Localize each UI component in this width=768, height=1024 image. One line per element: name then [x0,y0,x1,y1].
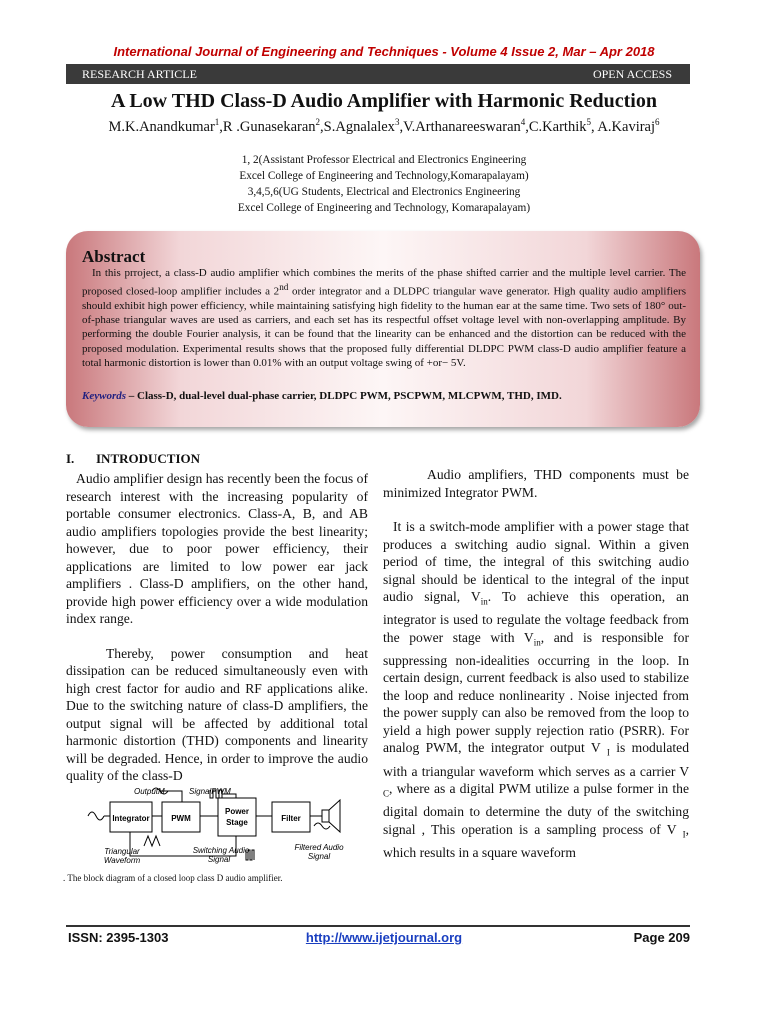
keywords-label: Keywords [82,390,126,402]
abstract-sup: nd [279,282,289,293]
footer-rule [66,925,690,927]
journal-header: International Journal of Engineering and Techniques - Volume 4 Issue 2, Mar – Apr 2018 [113,44,655,59]
power-stage-block [218,798,256,836]
text-run: It is a switch-mode amplifier with a power stage that produces a switching audio signal. Within a given period of time, the integral of this switching audio signal should be identical to the integral of the input audio signal, V [383,519,689,604]
filtered-sine [314,823,330,829]
abstract-text [82,266,686,370]
power-stage-label-2: Stage [226,818,248,827]
pwm-label: PWM [171,814,191,823]
filter-label: Filter [281,814,301,823]
subscript: I [682,829,686,840]
subscript: in [533,637,541,648]
subscript: I [606,748,610,759]
affiliation-line: Excel College of Engineering and Technology,Komarapalayam) [239,170,529,182]
input-sine [88,812,104,820]
author-list [0,117,768,136]
author-sup: 6 [655,117,660,127]
subscript: C [383,788,390,799]
author-sup: 4 [520,117,526,127]
research-article-label: RESEARCH ARTICLE [82,67,197,81]
keywords-list: – Class-D, dual-level dual-phase carrier, DLDPC PWM, PSCPWM, MLCPWM, THD, IMD. [126,390,562,402]
author-name: ,S.Agnalalex [320,118,395,135]
filtered-label-2: Signal [307,852,331,861]
paragraph [383,518,689,862]
abstract-part: order integrator and a DLDPC triangular wave generator. High quality audio amplifiers should exhibit high power efficiency, while maintaining satisfying high fidelity to the human ear at the same time. Two sets of 180° out-of-phase triangular waves are used as carriers, and each set has its respectful offset voltage level with non-overlapping amplitude. By performing the double Fourier analysis, it can be found that the linearity can be enhanced and the distortion can be reduced with the proposed modulation. Experimental results shows that the proposed fully differential DLDPC PWM class-D audio amplifier feature a total harmonic distortion is lower than 0.01% with an output voltage swing of +or− 5V. [82,285,686,369]
affiliation-line: 1, 2(Assistant Professor Electrical and Electronics Engineering [241,154,527,166]
text-run: . To achieve this operation, an integrator is used to regulate the voltage feedback from the power stage with V [383,589,689,645]
issn-label: ISSN: 2395-1303 [68,930,169,945]
affiliation-line: Excel College of Engineering and Technology, Komarapalayam) [237,202,531,214]
section-title: INTRODUCTION [96,451,201,466]
power-stage-label-1: Power [224,807,250,816]
paragraph: Thereby, power consumption and heat dissipation can be reduced simultaneously even with high crest factor for audio and RF applications alike. Due to the switching nature of class-D amplifiers, the output signal will be affected by additional total harmonic distortion (THD) components and linearity will be degraded. Hence, in order to improve the audio quality of the class-D [66,645,368,783]
author-name: , A.Kaviraj [590,118,656,135]
author-name: ,V.Arthanareeswaran [399,118,521,135]
author-name: ,R .Gunasekaran [219,118,316,135]
output-label: OutputM [134,787,165,796]
text-run: , and is responsible for suppressing non-idealities occurring in the loop. In certain design, current feedback is also used to stabilize the loop and reduce nonlinearity . Noise injected from the power supply can also be removed from the loop to yield a high power supply rejection ratio (PSRR). For analog PWM, the integrator output V [383,629,689,756]
section-heading [66,451,200,467]
text-run: , which results in a square waveform [383,821,689,861]
author-sup: 1 [214,117,220,127]
author-name: ,C.Karthik [525,118,587,135]
triangular-label-1: Triangular [104,847,140,856]
integrator-label: Integrator [112,814,150,823]
switching-label-2: Signal [207,855,231,864]
signal-label: SignalPWM [189,787,231,796]
journal-url-link[interactable]: http://www.ijetjournal.org [305,930,463,945]
page-number: Page 209 [633,930,690,945]
text-run: , where as a digital PWM utilize a pulse former in the digital domain to determine the duty of the switching signal , This operation is a sampling process of V [383,781,689,837]
author-sup: 2 [315,117,321,127]
left-column [66,470,368,785]
speaker-icon [322,810,329,822]
section-number: I. [66,451,75,466]
triangular-label-2: Waveform [103,856,141,865]
author-name: M.K.Anandkumar [108,118,215,135]
block-diagram [86,786,366,872]
triangle-wave-icon [144,836,160,846]
paragraph: Audio amplifier design has recently been the focus of research interest with the increasing popularity of portable consumer electronics. Class-A, B, and AB audio amplifiers topologies provide the best linearity; however, due to poor power efficiency, their applications are limited to low power ear jack amplifiers . Class-D amplifiers, on the other hand, provide high power efficiency over a wide modulation index range. [66,471,368,626]
filtered-label-1: Filtered Audio [294,843,344,852]
abstract-part: In this prroject, a class-D audio amplifier which combines the merits of the phase shifted carrier and the multiple level carrier. The proposed closed-loop amplifier includes a 2 [82,267,686,298]
author-sup: 5 [586,117,591,127]
paragraph: Audio amplifiers, THD components must be minimized Integrator PWM. [383,467,689,500]
open-access-label: OPEN ACCESS [592,67,672,81]
switching-label-1: Switching Audio [192,846,250,855]
affiliation-line: 3,4,5,6(UG Students, Electrical and Electronics Engineering [247,186,521,198]
right-column [383,466,689,862]
subscript: in [480,596,488,607]
figure-caption: . The block diagram of a closed loop class D audio amplifier. [63,873,283,883]
paper-title: A Low THD Class-D Audio Amplifier with Harmonic Reduction [111,90,657,112]
text-run: is modulated with a triangular waveform which serves as a carrier V [383,740,690,779]
author-sup: 3 [394,117,400,127]
affiliations [0,152,768,216]
abstract-heading: Abstract [82,247,146,266]
keywords [82,390,686,402]
